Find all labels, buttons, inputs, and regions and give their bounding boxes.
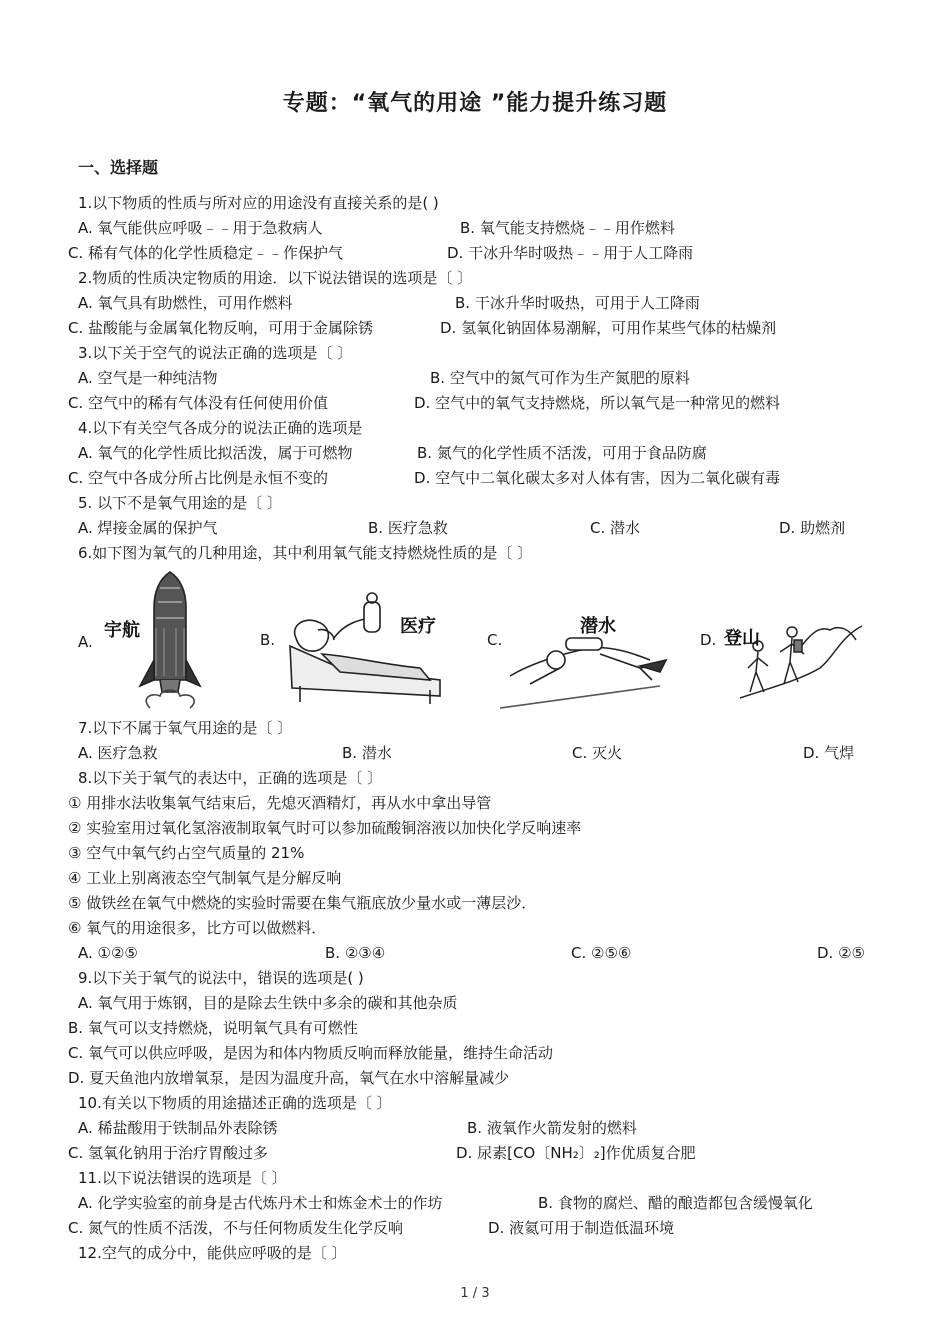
question-9-option-a: A. 氧气用于炼钢，目的是除去生铁中多余的碳和其他杂质	[78, 994, 458, 1012]
question-1-stem: 1.以下物质的性质与所对应的用途没有直接关系的是( )	[78, 194, 439, 212]
question-8-option-a: A. ①②⑤	[78, 944, 138, 962]
question-11-option-b: B. 食物的腐烂、醋的酿造都包含缓慢氧化	[538, 1194, 813, 1212]
question-10-option-d: D. 尿素[CO〔NH₂〕₂]作优质复合肥	[456, 1144, 696, 1162]
question-3-stem: 3.以下关于空气的说法正确的选项是〔 〕	[78, 344, 353, 362]
oxygen-uses-illustration	[0, 568, 950, 716]
question-11-option-c: C. 氮气的性质不活泼，不与任何物质发生化学反响	[68, 1219, 404, 1237]
question-8-item: ⑥ 氧气的用途很多，比方可以做燃料．	[68, 919, 327, 937]
question-5-option-d: D. 助燃剂	[779, 519, 846, 537]
question-2-option-a: A. 氧气具有助燃性，可用作燃料	[78, 294, 293, 312]
question-8-item: ② 实验室用过氧化氢溶液制取氧气时可以参加硫酸铜溶液以加快化学反响速率	[68, 819, 582, 837]
question-9-option-c: C. 氧气可以供应呼吸，是因为和体内物质反响而释放能量，维持生命活动	[68, 1044, 554, 1062]
question-8-stem: 8.以下关于氧气的表达中，正确的选项是〔 〕	[78, 769, 383, 787]
question-8-option-b: B. ②③④	[325, 944, 386, 962]
question-12-stem: 12.空气的成分中，能供应呼吸的是〔 〕	[78, 1244, 347, 1262]
question-11-stem: 11.以下说法错误的选项是〔 〕	[78, 1169, 287, 1187]
question-7-option-d: D. 气焊	[803, 744, 855, 762]
question-9-option-d: D. 夏天鱼池内放增氧泵，是因为温度升高，氧气在水中溶解量减少	[68, 1069, 510, 1087]
question-5-option-c: C. 潜水	[590, 519, 641, 537]
question-1-option-d: D. 干冰升华时吸热﹣﹣用于人工降雨	[447, 244, 694, 262]
question-4-stem: 4.以下有关空气各成分的说法正确的选项是	[78, 419, 363, 437]
question-9-stem: 9.以下关于氧气的说法中，错误的选项是( )	[78, 969, 364, 987]
section-title: 一、选择题	[78, 158, 159, 177]
question-10-option-c: C. 氢氧化钠用于治疗胃酸过多	[68, 1144, 269, 1162]
figure-label-a: A.	[78, 633, 93, 651]
question-2-option-c: C. 盐酸能与金属氧化物反响，可用于金属除锈	[68, 319, 374, 337]
question-7-stem: 7.以下不属于氧气用途的是〔 〕	[78, 719, 293, 737]
figure-label-b: B.	[260, 631, 276, 649]
question-3-option-a: A. 空气是一种纯洁物	[78, 369, 218, 387]
question-3-option-c: C. 空气中的稀有气体没有任何使用价值	[68, 394, 329, 412]
question-8-option-d: D. ②⑤	[817, 944, 865, 962]
question-4-option-b: B. 氮气的化学性质不活泼，可用于食品防腐	[417, 444, 707, 462]
page-number: 1 / 3	[460, 1286, 490, 1301]
question-2-option-b: B. 干冰升华时吸热，可用于人工降雨	[455, 294, 700, 312]
question-4-option-a: A. 氧气的化学性质比拟活泼，属于可燃物	[78, 444, 353, 462]
question-4-option-d: D. 空气中二氧化碳太多对人体有害，因为二氧化碳有毒	[414, 469, 781, 487]
figure-label-c: C.	[487, 631, 503, 649]
question-10-option-a: A. 稀盐酸用于铁制品外表除锈	[78, 1119, 278, 1137]
question-5-option-a: A. 焊接金属的保护气	[78, 519, 218, 537]
caption-medical: 医疗	[400, 616, 436, 637]
question-3-option-b: B. 空气中的氮气可作为生产氮肥的原料	[430, 369, 690, 387]
caption-diving: 潜水	[580, 616, 616, 637]
question-8-option-c: C. ②⑤⑥	[571, 944, 632, 962]
question-3-option-d: D. 空气中的氧气支持燃烧，所以氧气是一种常见的燃料	[414, 394, 781, 412]
question-1-option-c: C. 稀有气体的化学性质稳定﹣﹣作保护气	[68, 244, 344, 262]
question-9-option-b: B. 氧气可以支持燃烧，说明氧气具有可燃性	[68, 1019, 358, 1037]
question-7-option-a: A. 医疗急救	[78, 744, 158, 762]
question-2-stem: 2.物质的性质决定物质的用途．以下说法错误的选项是〔 〕	[78, 269, 473, 287]
rocket-icon	[140, 572, 200, 708]
question-10-option-b: B. 液氧作火箭发射的燃料	[467, 1119, 637, 1137]
caption-space: 宇航	[104, 620, 140, 641]
question-1-option-b: B. 氧气能支持燃烧﹣﹣用作燃料	[460, 219, 675, 237]
question-7-option-b: B. 潜水	[342, 744, 392, 762]
medical-patient-icon	[290, 593, 440, 704]
question-8-item: ① 用排水法收集氧气结束后，先熄灭酒精灯，再从水中拿出导管	[68, 794, 492, 812]
question-8-item: ④ 工业上别离液态空气制氧气是分解反响	[68, 869, 342, 887]
question-10-stem: 10.有关以下物质的用途描述正确的选项是〔 〕	[78, 1094, 392, 1112]
caption-climbing: 登山	[724, 628, 760, 649]
question-5-option-b: B. 医疗急救	[368, 519, 448, 537]
question-4-option-c: C. 空气中各成分所占比例是永恒不变的	[68, 469, 329, 487]
figure-label-d: D.	[700, 631, 717, 649]
question-11-option-a: A. 化学实验室的前身是古代炼丹术士和炼金术士的作坊	[78, 1194, 443, 1212]
question-2-option-d: D. 氢氧化钠固体易潮解，可用作某些气体的枯燥剂	[440, 319, 777, 337]
question-6-stem: 6.如下图为氧气的几种用途，其中利用氧气能支持燃烧性质的是〔 〕	[78, 544, 533, 562]
question-5-stem: 5. 以下不是氧气用途的是〔 〕	[78, 494, 282, 512]
diver-icon	[500, 638, 666, 708]
question-8-item: ③ 空气中氧气约占空气质量的 21%	[68, 844, 305, 862]
question-1-option-a: A. 氧气能供应呼吸﹣﹣用于急救病人	[78, 219, 323, 237]
page-title: 专题：“氧气的用途 ”能力提升练习题	[282, 91, 668, 116]
question-11-option-d: D. 液氦可用于制造低温环境	[488, 1219, 675, 1237]
question-8-item: ⑤ 做铁丝在氧气中燃烧的实验时需要在集气瓶底放少量水或一薄层沙．	[68, 894, 537, 912]
question-7-option-c: C. 灭火	[572, 744, 623, 762]
